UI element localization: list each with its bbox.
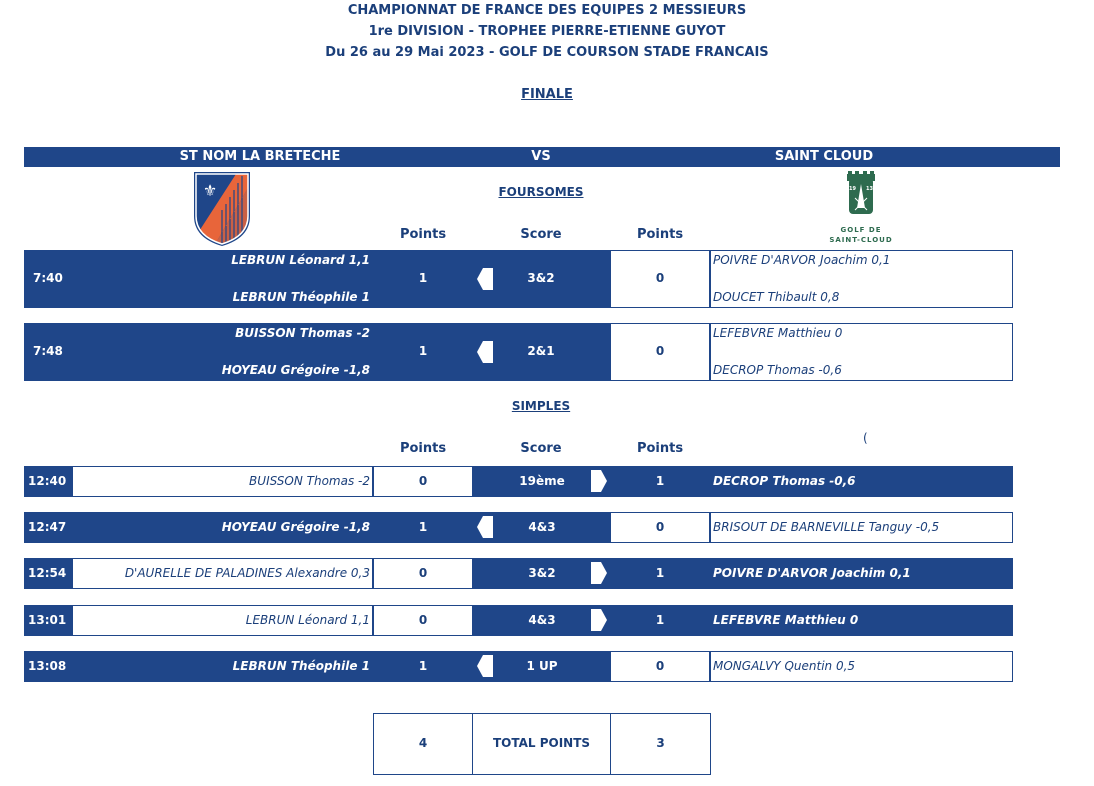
match-score: 3&2 — [527, 271, 555, 285]
foursome-match-row — [24, 250, 1014, 308]
right-player: LEFEBVRE Matthieu 0 — [713, 613, 859, 627]
total-left-points: 4 — [418, 736, 428, 750]
match-time: 13:01 — [28, 613, 67, 627]
right-points: 0 — [655, 271, 665, 285]
saint-cloud-logo — [825, 170, 897, 248]
team-left-name: ST NOM LA BRETECHE — [179, 149, 341, 164]
logo-text-line1: GOLF DE — [840, 226, 882, 234]
left-player-1: BUISSON Thomas -2 — [235, 326, 370, 340]
simples-points-right-header: Points — [636, 441, 684, 456]
right-points: 0 — [655, 659, 665, 673]
left-player: LEBRUN Théophile 1 — [232, 659, 370, 673]
right-points: 0 — [655, 520, 665, 534]
match-time: 12:47 — [28, 520, 67, 534]
right-player-2: DECROP Thomas -0,6 — [713, 363, 842, 377]
right-player-1: LEFEBVRE Matthieu 0 — [713, 326, 843, 340]
foursomes-score-header: Score — [520, 227, 562, 242]
left-points: 1 — [418, 520, 428, 534]
teams-bar — [24, 147, 1060, 167]
match-time: 12:54 — [28, 566, 67, 580]
foursomes-points-right-header: Points — [636, 227, 684, 242]
foursomes-title: FOURSOMES — [498, 185, 584, 199]
left-player-2: HOYEAU Grégoire -1,8 — [221, 363, 370, 377]
logo-text-line2: SAINT-CLOUD — [829, 236, 893, 244]
right-points: 1 — [655, 474, 665, 488]
simple-match-row — [24, 605, 1014, 636]
left-points: 1 — [418, 344, 428, 358]
left-player-2: LEBRUN Théophile 1 — [232, 290, 370, 304]
match-time: 13:08 — [28, 659, 67, 673]
simple-match-row — [24, 512, 1014, 543]
match-score: 4&3 — [528, 520, 556, 534]
left-points: 0 — [418, 566, 428, 580]
match-time: 12:40 — [28, 474, 67, 488]
winner-arrow-right-icon — [591, 470, 607, 492]
championship-title: CHAMPIONNAT DE FRANCE DES EQUIPES 2 MESSIEURS — [347, 3, 747, 18]
total-label: TOTAL POINTS — [492, 736, 591, 750]
match-score: 4&3 — [528, 613, 556, 627]
left-player: LEBRUN Léonard 1,1 — [245, 613, 370, 627]
division-title: 1re DIVISION - TROPHEE PIERRE-ETIENNE GUYOT — [368, 24, 726, 39]
simple-match-row — [24, 466, 1014, 497]
simples-score-header: Score — [520, 441, 562, 456]
logo-year-right: 13 — [866, 186, 873, 192]
right-points: 0 — [655, 344, 665, 358]
right-points: 1 — [655, 566, 665, 580]
left-points: 0 — [418, 613, 428, 627]
match-score: 1 UP — [526, 659, 558, 673]
right-player: BRISOUT DE BARNEVILLE Tanguy -0,5 — [713, 520, 940, 534]
left-player: HOYEAU Grégoire -1,8 — [221, 520, 370, 534]
simples-title: SIMPLES — [511, 399, 571, 413]
svg-text:⚜: ⚜ — [202, 181, 218, 200]
right-points: 1 — [655, 613, 665, 627]
match-time: 7:48 — [33, 344, 63, 358]
logo-year-left: 19 — [849, 186, 856, 192]
total-points-box — [373, 713, 711, 775]
match-score: 19ème — [519, 474, 565, 488]
left-points: 0 — [418, 474, 428, 488]
total-right-points: 3 — [656, 736, 665, 750]
right-player: DECROP Thomas -0,6 — [713, 474, 856, 488]
foursomes-points-left-header: Points — [399, 227, 447, 242]
left-points: 1 — [418, 271, 428, 285]
right-player: POIVRE D'ARVOR Joachim 0,1 — [713, 566, 911, 580]
right-player-1: POIVRE D'ARVOR Joachim 0,1 — [713, 253, 891, 267]
match-score: 3&2 — [528, 566, 556, 580]
right-player: MONGALVY Quentin 0,5 — [713, 659, 856, 673]
winner-arrow-right-icon — [591, 562, 607, 584]
winner-arrow-right-icon — [591, 609, 607, 631]
vs-label: VS — [531, 149, 551, 164]
right-player-2: DOUCET Thibault 0,8 — [713, 290, 840, 304]
match-score: 2&1 — [527, 344, 555, 358]
left-player: D'AURELLE DE PALADINES Alexandre 0,3 — [124, 566, 370, 580]
simple-match-row — [24, 651, 1014, 682]
match-time: 7:40 — [33, 271, 63, 285]
left-points: 1 — [418, 659, 428, 673]
st-nom-logo — [192, 170, 252, 250]
team-right-name: SAINT CLOUD — [774, 149, 874, 164]
round-title: FINALE — [521, 87, 573, 102]
left-player: BUISSON Thomas -2 — [249, 474, 370, 488]
simple-match-row — [24, 558, 1014, 589]
simples-points-left-header: Points — [399, 441, 447, 456]
left-player-1: LEBRUN Léonard 1,1 — [231, 253, 370, 267]
foursome-match-row — [24, 323, 1014, 381]
stray-character: ( — [863, 431, 868, 445]
event-dates: Du 26 au 29 Mai 2023 - GOLF DE COURSON STADE FRANCAIS — [325, 45, 769, 60]
